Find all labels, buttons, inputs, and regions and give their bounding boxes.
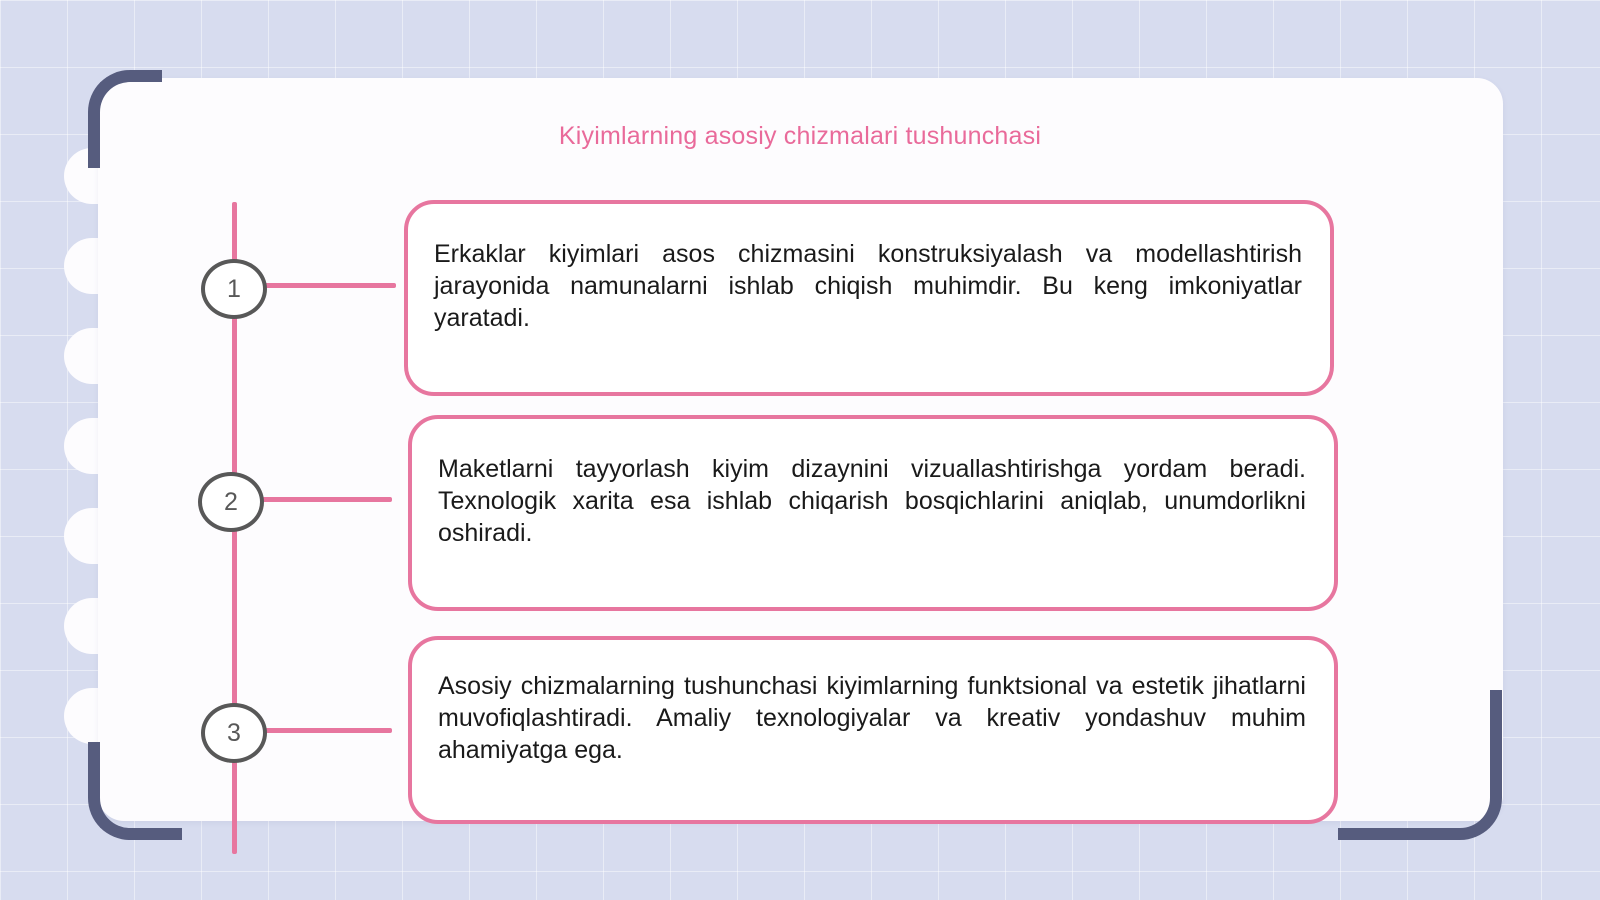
step-number-circle: 2 — [198, 472, 264, 532]
slide-title: Kiyimlarning asosiy chizmalari tushunchasi — [558, 122, 1042, 150]
corner-bracket-bottom-left — [88, 742, 182, 840]
step-card-text: Asosiy chizmalarning tushunchasi kiyimlarning funktsional va estetik jihatlarni muvofiqlashtiradi. Amaliy texnologiyalar va kreativ yondashuv muhim ahamiyatga ega. — [438, 672, 1306, 764]
step-card-text: Maketlarni tayyorlash kiyim dizaynini vizuallashtirishga yordam beradi. Texnologik xarita esa ishlab chiqarish bosqichlarini aniqlab, unumdorlikni oshiradi. — [438, 455, 1306, 547]
step-card — [404, 200, 1334, 396]
corner-bracket-top-left — [88, 70, 162, 168]
timeline-connector — [262, 728, 392, 733]
corner-bracket-bottom-right — [1338, 690, 1502, 840]
step-card-text: Erkaklar kiyimlari asos chizmasini konstruksiyalash va modellashtirish jarayonida namunalarni ishlab chiqish muhimdir. Bu keng imkoniyatlar yaratadi. — [434, 240, 1302, 332]
step-number-circle: 1 — [201, 259, 267, 319]
timeline-connector — [262, 283, 396, 288]
step-number-circle: 3 — [201, 703, 267, 763]
timeline-connector — [260, 497, 392, 502]
step-card — [408, 636, 1338, 824]
step-card — [408, 415, 1338, 611]
